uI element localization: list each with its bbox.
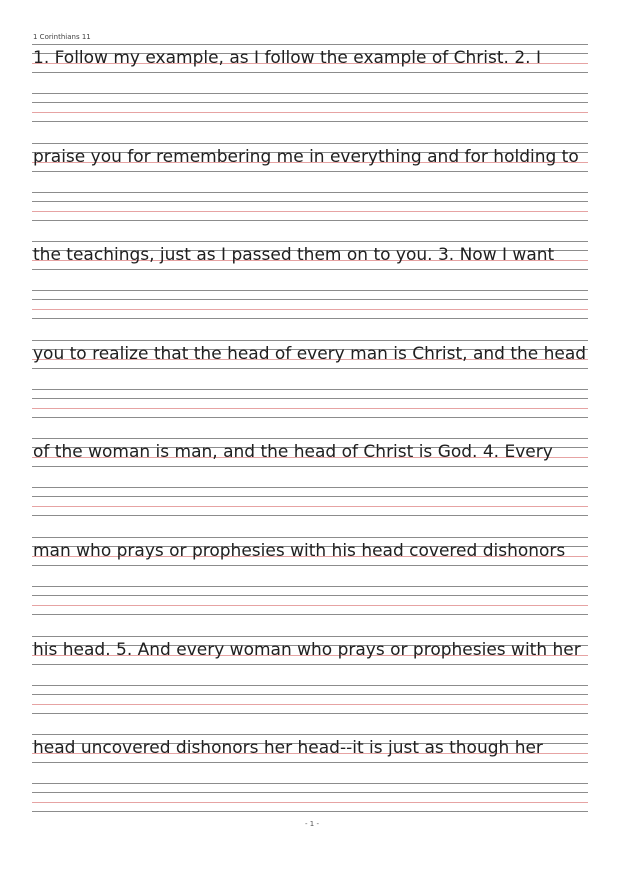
guide-line (32, 408, 588, 409)
guide-line (32, 792, 588, 793)
guide-line (32, 586, 588, 587)
guide-line (32, 93, 588, 94)
guide-line (32, 636, 588, 637)
guide-line (32, 811, 588, 812)
guide-line (32, 368, 588, 369)
guide-line (32, 241, 588, 242)
guide-line (32, 664, 588, 665)
guide-line (32, 389, 588, 390)
guide-line (32, 506, 588, 507)
guide-line (32, 44, 588, 45)
guide-line (32, 318, 588, 319)
guide-line (32, 438, 588, 439)
guide-line (32, 72, 588, 73)
guide-line (32, 121, 588, 122)
guide-line (32, 398, 588, 399)
guide-line (32, 309, 588, 310)
page-header-reference: 1 Corinthians 11 (33, 33, 91, 41)
guide-line (32, 783, 588, 784)
copy-text-line-1: 1. Follow my example, as I follow the example of Christ. 2. I (33, 48, 541, 68)
guide-line (32, 340, 588, 341)
guide-line (32, 192, 588, 193)
page-number: - 1 - (305, 820, 319, 828)
guide-line (32, 466, 588, 467)
guide-line (32, 299, 588, 300)
guide-line (32, 220, 588, 221)
guide-line (32, 496, 588, 497)
guide-line (32, 605, 588, 606)
guide-line (32, 417, 588, 418)
guide-line (32, 704, 588, 705)
guide-line (32, 290, 588, 291)
guide-line (32, 515, 588, 516)
guide-line (32, 685, 588, 686)
guide-line (32, 762, 588, 763)
guide-line (32, 211, 588, 212)
guide-line (32, 143, 588, 144)
guide-line (32, 102, 588, 103)
copy-text-line-7: his head. 5. And every woman who prays or prophesies with her (33, 639, 581, 660)
guide-line (32, 171, 588, 172)
guide-line (32, 537, 588, 538)
copy-text-line-8: head uncovered dishonors her head--it is just as though her (33, 738, 543, 759)
guide-line (32, 713, 588, 714)
copy-text-line-4: you to realize that the head of every man is Christ, and the head (33, 343, 587, 364)
guide-line (32, 201, 588, 202)
guide-line (32, 694, 588, 695)
copy-text-line-5: of the woman is man, and the head of Christ is God. 4. Every (33, 442, 553, 463)
guide-line (32, 487, 588, 488)
guide-line (32, 802, 588, 803)
guide-line (32, 734, 588, 735)
guide-line (32, 614, 588, 615)
copy-text-line-6: man who prays or prophesies with his head covered dishonors (33, 541, 566, 561)
guide-line (32, 595, 588, 596)
copy-text-line-2: praise you for remembering me in everything and for holding to (33, 146, 579, 167)
guide-line (32, 565, 588, 566)
guide-line (32, 269, 588, 270)
guide-line (32, 112, 588, 113)
copy-text-line-3: the teachings, just as I passed them on to you. 3. Now I want (33, 245, 555, 266)
